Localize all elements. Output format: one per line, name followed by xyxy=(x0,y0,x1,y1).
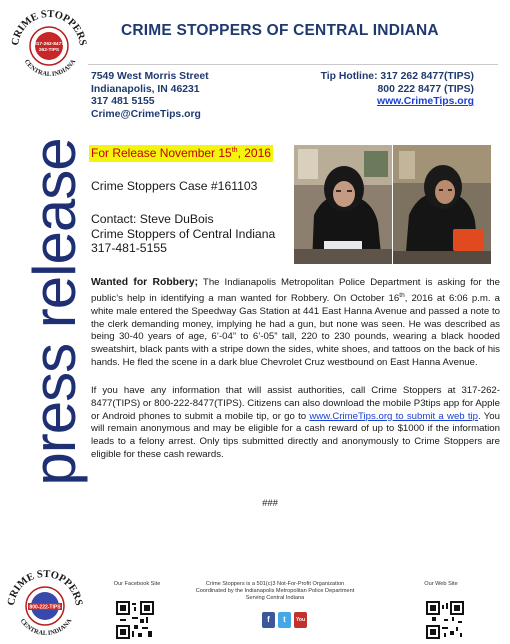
organization-title: CRIME STOPPERS OF CENTRAL INDIANA xyxy=(121,22,439,39)
social-icons xyxy=(262,612,307,639)
footer-organization-info xyxy=(165,581,385,602)
contact-name: Contact: Steve DuBois xyxy=(91,212,214,226)
incident-description: Wanted for Robbery; The Indianapolis Metropolitan Police Department is asking for the public’s help in identifying a man wanted for Robbery. On October 16th, 2016 at 6:06 p.m. a white male entered the Speedway Gas Station at 441 East Hanna Avenue and passed a note to the clerk demanding money, implying he had a gun, but none was seen. He was described as being 30-40 years of age, 6’-04” to 6’-05” tall, 220 to 230 pounds, wearing a black hooded sweatshirt, black pants with a stripe down the sides, white shoes, and tattoos on the back of his hands. He fled the scene in a dark blue Chevrolet Cruz westbound on East Hanna Avenue. xyxy=(91,277,500,368)
contact-phone: 317-481-5155 xyxy=(91,241,167,256)
youtube-icon[interactable]: You Tube xyxy=(294,612,307,628)
address-block xyxy=(91,71,209,121)
press-release-vertical-heading: press release xyxy=(21,138,88,486)
surveillance-photo-1 xyxy=(294,145,392,264)
release-date: For Release November 15th, 2016 xyxy=(91,146,271,160)
address-email[interactable]: Crime@CrimeTips.org xyxy=(91,108,201,120)
end-marker: ### xyxy=(262,498,278,509)
svg-text:CRIME STOPPERS: CRIME STOPPERS xyxy=(9,8,88,47)
footer-nonprofit-line: Crime Stoppers is a 501(c)3 Not-For-Profit Organization xyxy=(205,581,345,587)
svg-text:CENTRAL INDIANA: CENTRAL INDIANA xyxy=(22,58,78,78)
tip-hotline-primary: Tip Hotline: 317 262 8477(TIPS) xyxy=(320,71,474,82)
header-divider xyxy=(88,64,498,65)
facebook-qr-code[interactable] xyxy=(116,601,154,639)
web-site-label: Our Web Site xyxy=(424,581,458,587)
contact-info xyxy=(91,212,275,256)
address-city: Indianapolis, IN 46231 xyxy=(91,83,200,95)
facebook-site-label: Our Facebook Site xyxy=(113,581,161,587)
svg-text:CRIME STOPPERS: CRIME STOPPERS xyxy=(5,568,84,607)
footer-coordinated-line: Coordinated by the Indianapolis Metropolitan Police Department xyxy=(195,588,355,594)
address-phone: 317 481 5155 xyxy=(91,96,155,108)
svg-text:CENTRAL INDIANA: CENTRAL INDIANA xyxy=(18,617,74,638)
crime-stoppers-logo-top xyxy=(8,6,90,78)
contact-org: Crime Stoppers of Central Indiana xyxy=(91,226,276,241)
tip-instructions: If you have any information that will assist authorities, call Crime Stoppers at 317-262-8477(TIPS) or 800-222-8477(TIPS). Citizens can also download the mobile P3tips app for Apple or Android phones to submit a mobile tip, or go to www.CrimeTips.org to submit a web tip. You will remain anonymous and may be eligible for a cash reward of up to $1000 if the information leads to a felony arrest. Only tips submitted directly and anonymously to Crime Stoppers are eligible for these cash rewards. xyxy=(91,385,500,460)
crime-stoppers-logo-bottom xyxy=(4,568,86,638)
address-street: 7549 West Morris Street xyxy=(91,71,209,82)
svg-text:262-TIPS: 262-TIPS xyxy=(38,48,60,53)
case-number: Crime Stoppers Case #161103 xyxy=(91,179,258,193)
surveillance-photo-2 xyxy=(393,145,491,264)
tip-hotline-block xyxy=(321,71,474,109)
submit-web-tip-link[interactable]: www.CrimeTips.org to submit a web tip xyxy=(309,410,479,422)
website-qr-code[interactable] xyxy=(426,601,464,639)
twitter-icon[interactable]: t xyxy=(278,612,291,628)
website-link[interactable]: www.CrimeTips.org xyxy=(377,96,474,108)
svg-text:317-262-8477: 317-262-8477 xyxy=(34,42,64,47)
svg-text:800-222-TIPS: 800-222-TIPS xyxy=(29,604,61,611)
tip-hotline-secondary: 800 222 8477 (TIPS) xyxy=(377,83,474,95)
facebook-icon[interactable]: f xyxy=(262,612,275,628)
footer-serving-line: Serving Central Indiana xyxy=(245,595,305,601)
